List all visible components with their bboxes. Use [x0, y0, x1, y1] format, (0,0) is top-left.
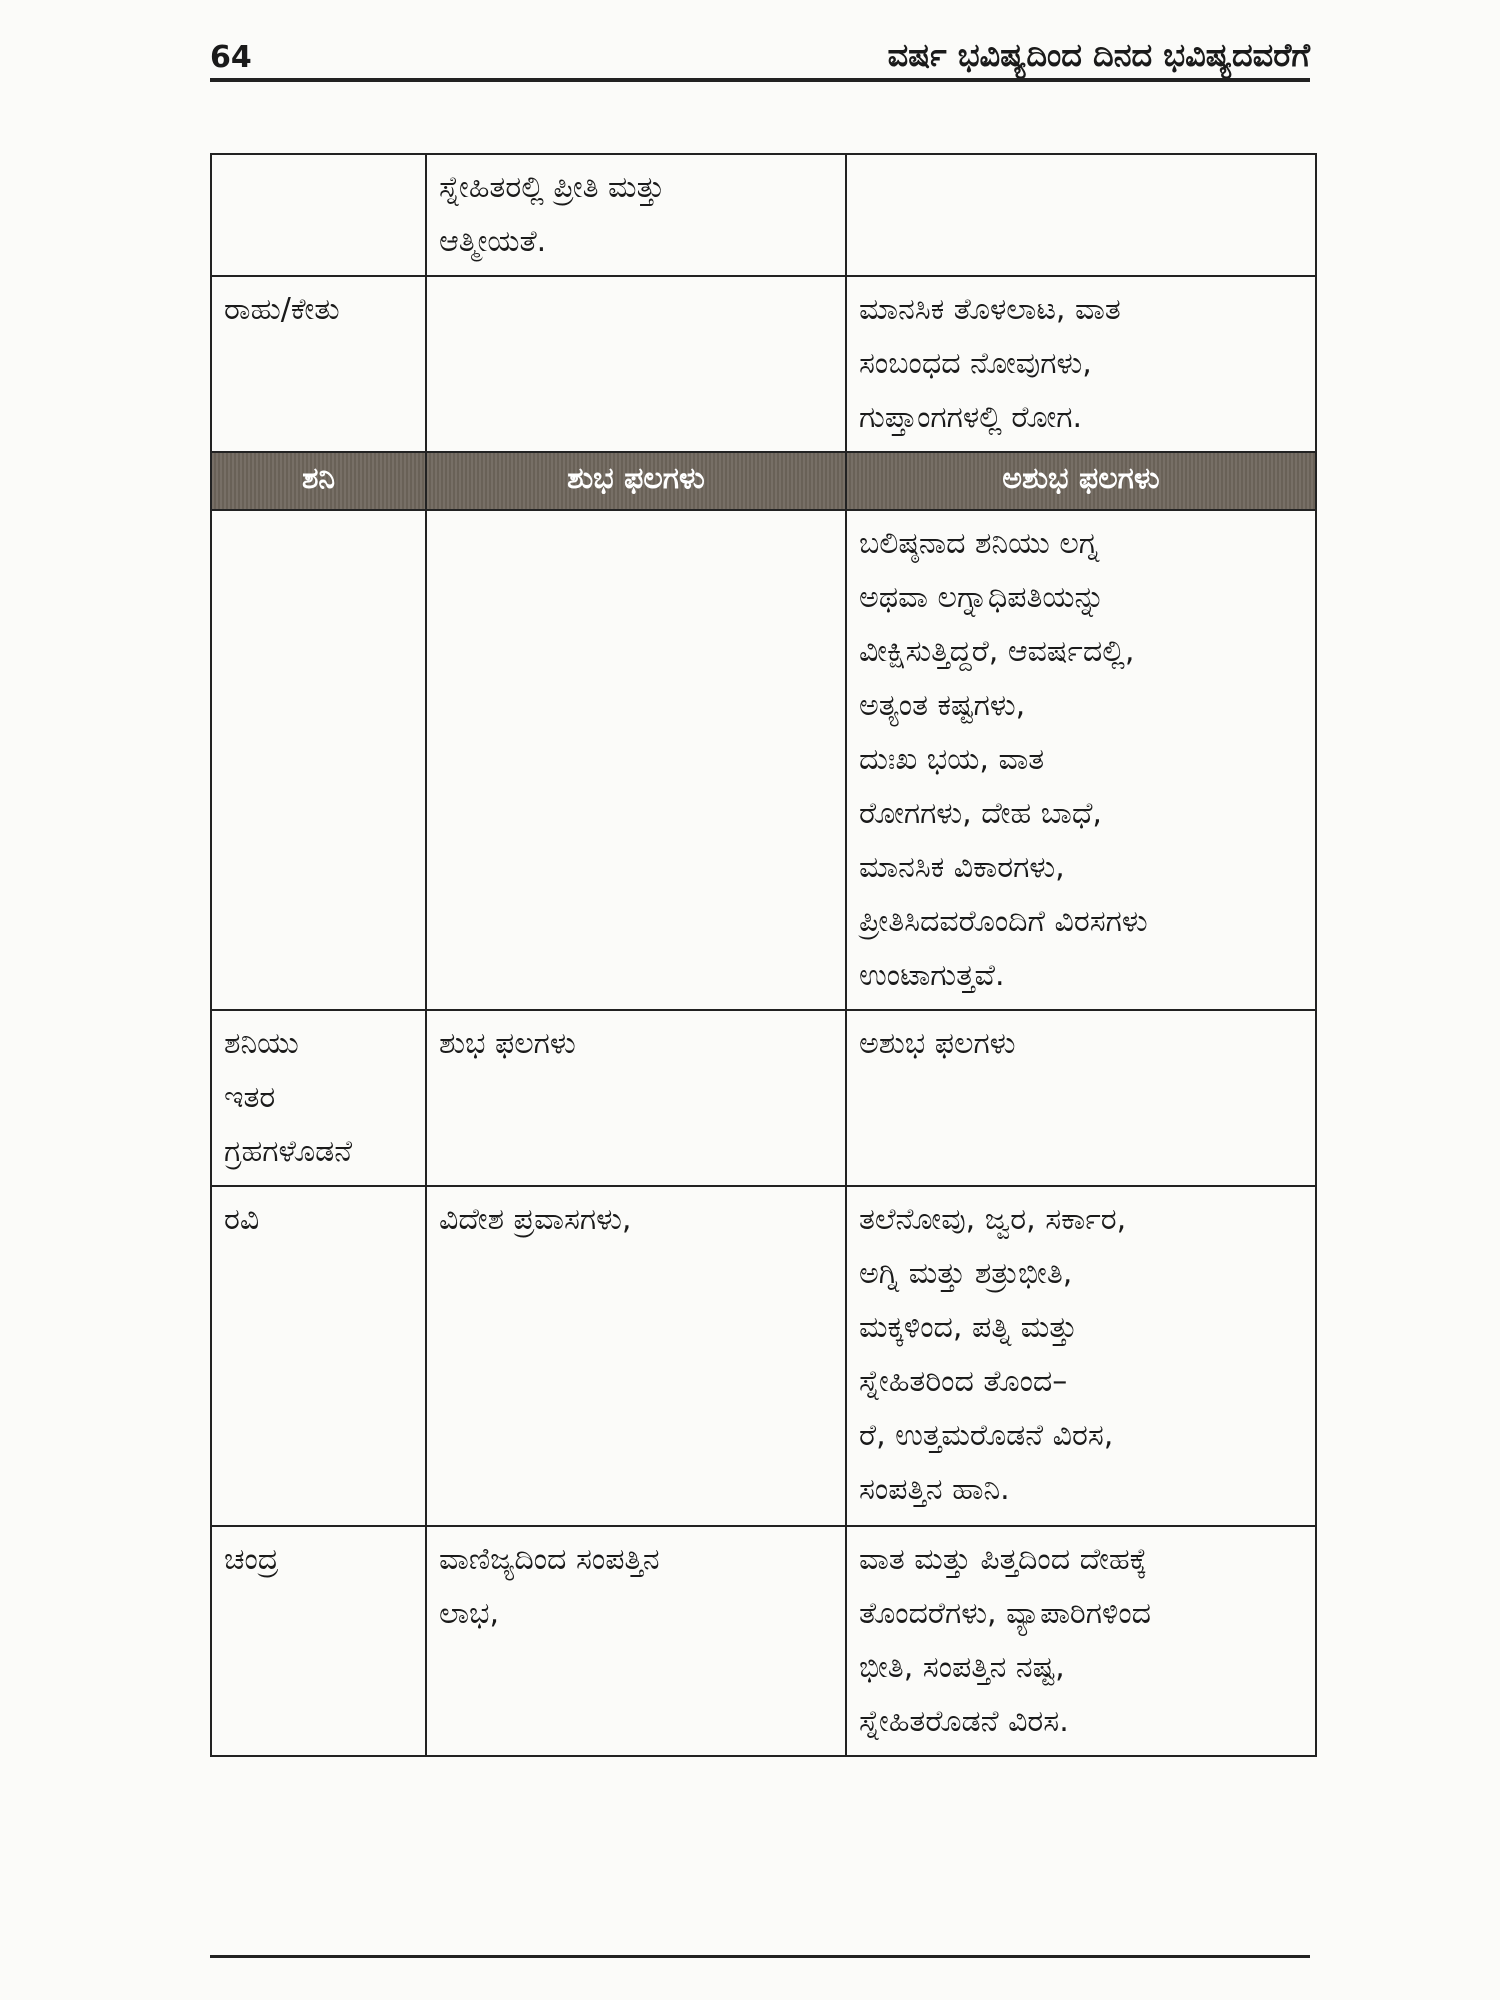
text-line: ಗ್ರಹಗಳೊಡನೆ [224, 1134, 353, 1169]
text-line: ತೊಂದರೆಗಳು, ವ್ಯಾಪಾರಿಗಳಿಂದ [859, 1596, 1152, 1631]
text-line: ರವಿ [224, 1202, 260, 1237]
text-line: ಚಂದ್ರ [224, 1542, 279, 1577]
text-line: ವೀಕ್ಷಿಸುತ್ತಿದ್ದರೆ, ಆವರ್ಷದಲ್ಲಿ, [859, 634, 1135, 669]
good-effects-cell [426, 1010, 846, 1186]
text-line: ಮಾನಸಿಕ ವಿಕಾರಗಳು, [859, 850, 1065, 885]
planet-effects-table [210, 153, 1317, 1757]
running-title: ವರ್ಷ ಭವಿಷ್ಯದಿಂದ ದಿನದ ಭವಿಷ್ಯದವರೆಗೆ [887, 36, 1310, 74]
section-header-row [211, 452, 1316, 510]
planet-cell [211, 1526, 426, 1756]
table-row [211, 510, 1316, 1010]
text-line: ವಾಣಿಜ್ಯದಿಂದ ಸಂಪತ್ತಿನ [439, 1542, 660, 1577]
good-effects-cell [426, 1526, 846, 1756]
text-line: ಅಶುಭ ಫಲಗಳು [859, 1026, 1016, 1061]
good-effects-cell [426, 154, 846, 276]
text-line: ಗುಪ್ತಾಂಗಗಳಲ್ಲಿ ರೋಗ. [859, 400, 1083, 435]
text-line: ರೆ, ಉತ್ತಮರೊಡನೆ ವಿರಸ, [859, 1418, 1114, 1453]
good-effects-cell [426, 276, 846, 452]
bad-effects-cell [846, 1010, 1316, 1186]
bad-effects-cell [846, 1526, 1316, 1756]
good-effects-cell [426, 1186, 846, 1526]
text-line: ಬಲಿಷ್ಠನಾದ ಶನಿಯು ಲಗ್ನ [859, 526, 1100, 561]
page-header [210, 30, 1310, 82]
text-line: ಅಗ್ನಿ ಮತ್ತು ಶತ್ರುಭೀತಿ, [859, 1256, 1073, 1291]
table-row [211, 1010, 1316, 1186]
text-line: ಅತ್ಯಂತ ಕಷ್ಟಗಳು, [859, 688, 1026, 723]
table-row [211, 154, 1316, 276]
text-line: ರೋಗಗಳು, ದೇಹ ಬಾಧೆ, [859, 796, 1102, 831]
text-line: ಸಂಪತ್ತಿನ ಹಾನಿ. [859, 1472, 1010, 1507]
text-line: ಮಕ್ಕಳಿಂದ, ಪತ್ನಿ ಮತ್ತು [859, 1310, 1078, 1345]
planet-cell [211, 510, 426, 1010]
text-line: ದುಃಖ ಭಯ, ವಾತ [859, 742, 1045, 777]
header-rule [210, 78, 1310, 82]
page-number: 64 [210, 40, 252, 75]
text-line: ಮಾನಸಿಕ ತೊಳಲಾಟ, ವಾತ [859, 292, 1121, 327]
bad-effects-cell [846, 1186, 1316, 1526]
text-line: ಶನಿಯು [224, 1026, 299, 1061]
text-line: ಭೀತಿ, ಸಂಪತ್ತಿನ ನಷ್ಟ, [859, 1650, 1065, 1685]
bad-effects-cell [846, 276, 1316, 452]
table-row [211, 276, 1316, 452]
planet-cell: ರಾಹು/ಕೇತು [211, 276, 426, 452]
text-line: ವಿದೇಶ ಪ್ರವಾಸಗಳು, [439, 1202, 632, 1237]
band-good-header: ಶುಭ ಫಲಗಳು [426, 452, 846, 510]
text-line: ಉಂಟಾಗುತ್ತವೆ. [859, 958, 1005, 993]
planet-cell [211, 1010, 426, 1186]
text-line: ಶುಭ ಫಲಗಳು [439, 1026, 576, 1061]
text-line: ತಲೆನೋವು, ಜ್ವರ, ಸರ್ಕಾರ, [859, 1202, 1127, 1237]
text-line: ಸ್ನೇಹಿತರಲ್ಲಿ ಪ್ರೀತಿ ಮತ್ತು [439, 170, 665, 205]
text-line: ಆತ್ಮೀಯತೆ. [439, 224, 547, 259]
text-line: ಸಂಬಂಧದ ನೋವುಗಳು, [859, 346, 1092, 381]
footer-rule [210, 1955, 1310, 1958]
planet-cell [211, 154, 426, 276]
bad-effects-cell [846, 510, 1316, 1010]
text-line: ಇತರ [224, 1080, 276, 1115]
text-line: ಸ್ನೇಹಿತರೊಡನೆ ವಿರಸ. [859, 1704, 1069, 1739]
text-line: ಲಾಭ, [439, 1596, 500, 1631]
band-planet-header: ಶನಿ [211, 452, 426, 510]
text-line: ಸ್ನೇಹಿತರಿಂದ ತೊಂದ– [859, 1364, 1068, 1399]
table-row [211, 1526, 1316, 1756]
text-line: ಅಥವಾ ಲಗ್ನಾಧಿಪತಿಯನ್ನು [859, 580, 1105, 615]
good-effects-cell [426, 510, 846, 1010]
text-line: ವಾತ ಮತ್ತು ಪಿತ್ತದಿಂದ ದೇಹಕ್ಕೆ [859, 1542, 1148, 1577]
table-row [211, 1186, 1316, 1526]
band-bad-header: ಅಶುಭ ಫಲಗಳು [846, 452, 1316, 510]
planet-cell [211, 1186, 426, 1526]
bad-effects-cell [846, 154, 1316, 276]
text-line: ಪ್ರೀತಿಸಿದವರೊಂದಿಗೆ ವಿರಸಗಳು [859, 904, 1148, 939]
